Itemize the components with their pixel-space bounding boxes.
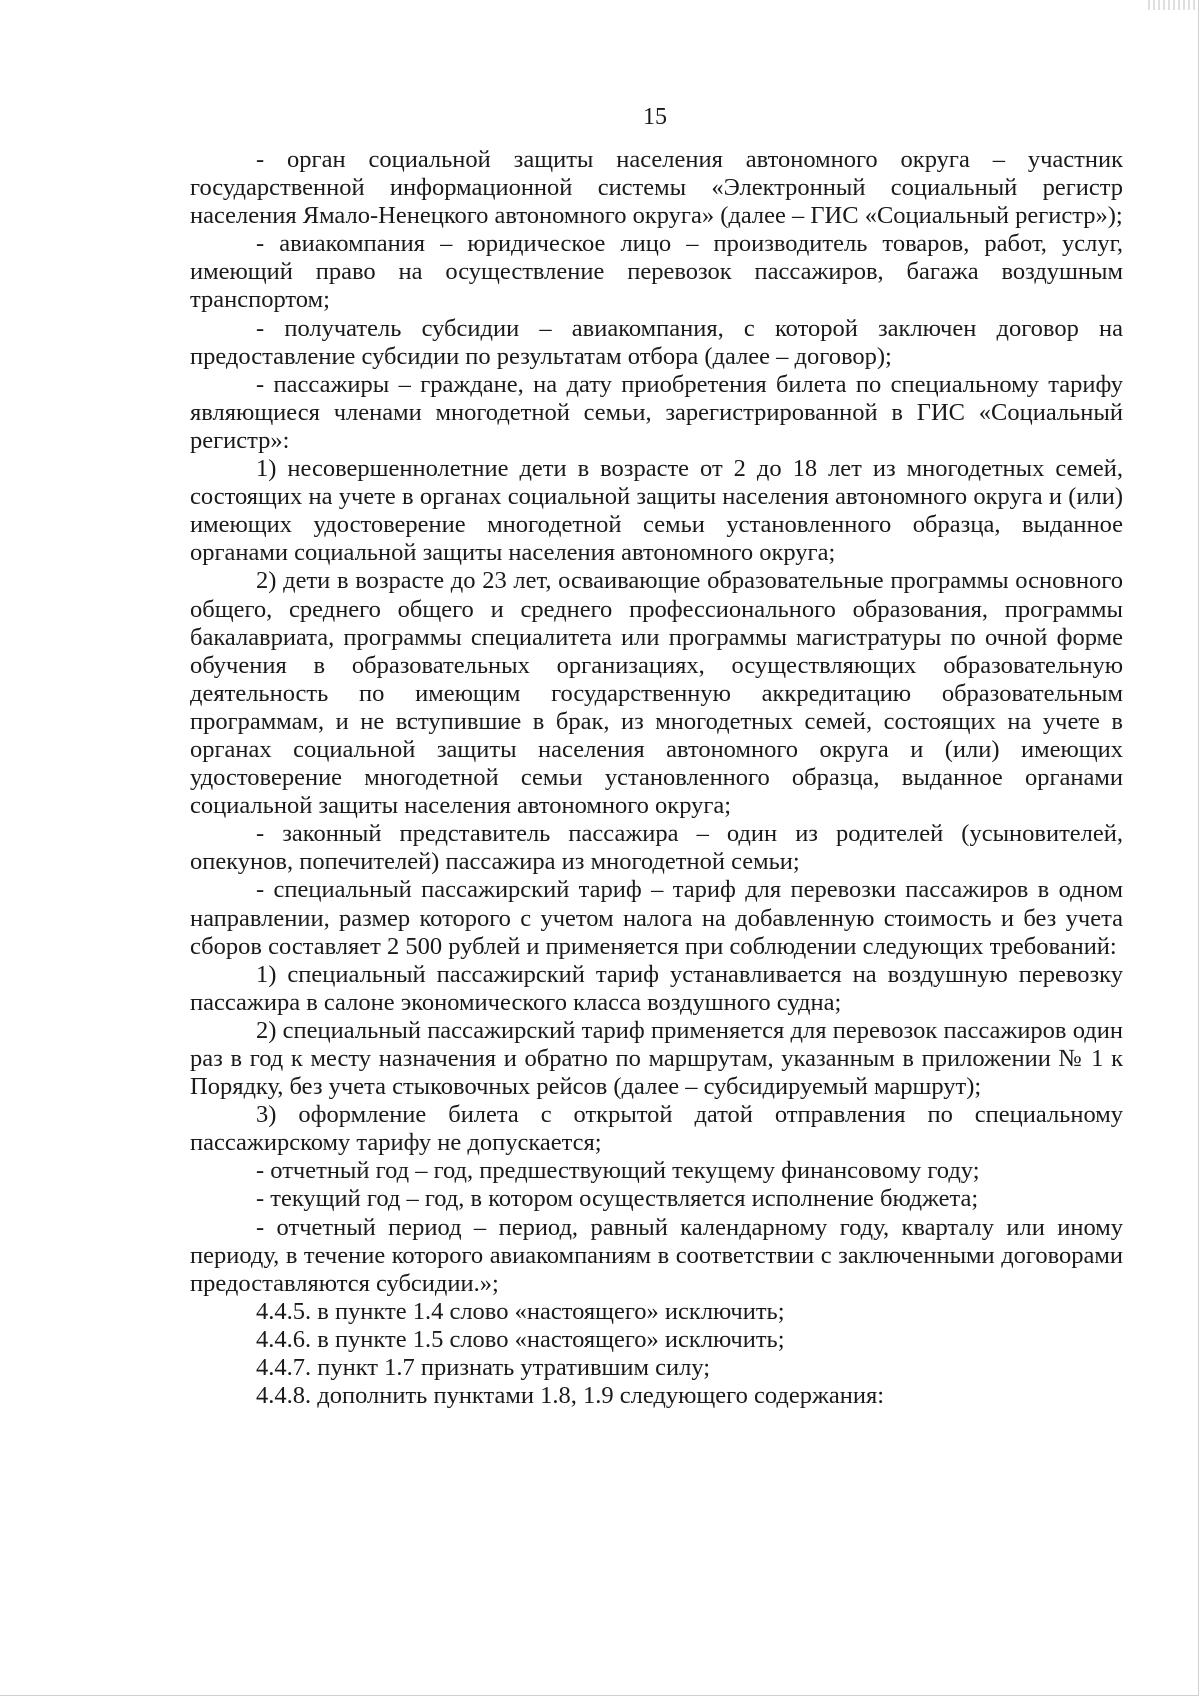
- page-number: 15: [643, 104, 667, 130]
- paragraph-passengers-item-1: 1) несовершеннолетние дети в возрасте от 2 до 18 лет из многодетных семей, состоящих на учете в органах социальной защиты населения автономного округа и (или) имеющих удостоверение многодетной семьи установленного образца, выданное органами социальной защиты населения автономного округа;: [190, 455, 1123, 567]
- paragraph-tariff-item-2: 2) специальный пассажирский тариф применяется для перевозок пассажиров один раз в год к месту назначения и обратно по маршрутам, указанным в приложении № 1 к Порядку, без учета стыковочных рейсов (далее – субсидируемый маршрут);: [190, 1016, 1123, 1101]
- paragraph-airline-definition: - авиакомпания – юридическое лицо – производитель товаров, работ, услуг, имеющий право на осуществление перевозок пассажиров, багажа воздушным транспортом;: [190, 230, 1123, 314]
- paragraph-reporting-period: - отчетный период – период, равный календарному году, кварталу или иному периоду, в течение которого авиакомпаниям в соответствии с заключенными договорами предоставляются субсидии.»;: [190, 1213, 1123, 1297]
- paragraph-representative-definition: - законный представитель пассажира – один из родителей (усыновителей, опекунов, попечителей) пассажира из многодетной семьи;: [190, 820, 1123, 876]
- scan-artifact: [1148, 0, 1196, 10]
- paragraph-reporting-year: - отчетный год – год, предшествующий текущему финансовому году;: [256, 1157, 980, 1185]
- paragraph-item-4-4-7: 4.4.7. пункт 1.7 признать утратившим силу;: [256, 1354, 711, 1382]
- paragraph-recipient-definition: - получатель субсидии – авиакомпания, с которой заключен договор на предоставление субсидии по результатам отбора (далее – договор);: [190, 314, 1123, 370]
- paragraph-passengers-item-2: 2) дети в возрасте до 23 лет, осваивающие образовательные программы основного общего, среднего общего и среднего профессионального образования, программы бакалавриата, программы специалитета или программы магистратуры по очной форме обучения в образовательных организациях, осуществляющих образовательную деятельность по имеющим государственную аккредитацию образовательным программам, и не вступившие в брак, из многодетных семей, состоящих на учете в органах социальной защиты населения автономного округа и (или) имеющих удостоверение многодетной семьи установленного образца, выданное органами социальной защиты населения автономного округа;: [190, 567, 1123, 820]
- paragraph-organ-definition: - орган социальной защиты населения автономного округа – участник государственной информационной системы «Электронный социальный регистр населения Ямало-Ненецкого автономного округа» (далее – ГИС «Социальный регистр»);: [190, 146, 1123, 230]
- paragraph-tariff-item-1: 1) специальный пассажирский тариф устанавливается на воздушную перевозку пассажира в салоне экономического класса воздушного судна;: [190, 960, 1123, 1016]
- body-text: [190, 146, 1123, 1410]
- paragraph-tariff-definition: - специальный пассажирский тариф – тариф для перевозки пассажиров в одном направлении, размер которого с учетом налога на добавленную стоимость и без учета сборов составляет 2 500 рублей и применяется при соблюдении следующих требований:: [190, 876, 1123, 960]
- paragraph-tariff-item-3: 3) оформление билета с открытой датой отправления по специальному пассажирскому тарифу не допускается;: [190, 1101, 1123, 1157]
- paragraph-item-4-4-8: 4.4.8. дополнить пунктами 1.8, 1.9 следующего содержания:: [256, 1382, 885, 1410]
- paragraph-passengers-definition: - пассажиры – граждане, на дату приобретения билета по специальному тарифу являющиеся членами многодетной семьи, зарегистрированной в ГИС «Социальный регистр»:: [190, 370, 1123, 454]
- paragraph-item-4-4-6: 4.4.6. в пункте 1.5 слово «настоящего» исключить;: [256, 1325, 785, 1353]
- paragraph-item-4-4-5: 4.4.5. в пункте 1.4 слово «настоящего» исключить;: [256, 1297, 785, 1325]
- paragraph-current-year: - текущий год – год, в котором осуществляется исполнение бюджета;: [256, 1185, 979, 1213]
